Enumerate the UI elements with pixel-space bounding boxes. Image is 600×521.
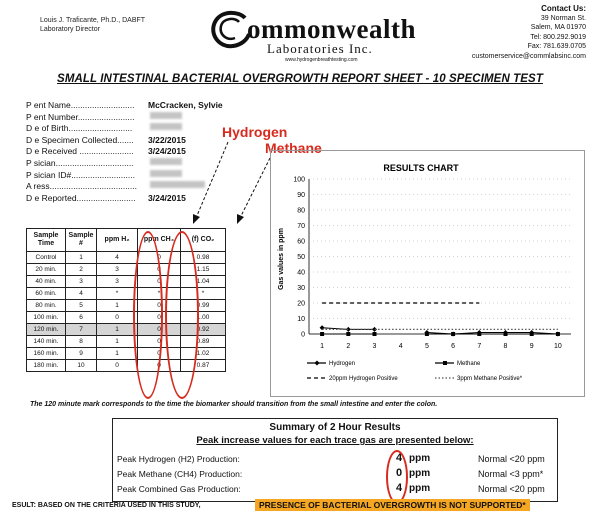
summary-value: 4 — [395, 452, 403, 464]
y-tick-label: 100 — [293, 176, 305, 184]
hydrogen-annotation: Hydrogen — [222, 124, 288, 140]
summary-row-methane — [117, 467, 553, 481]
methane-point — [373, 332, 377, 336]
y-tick-label: 20 — [297, 300, 305, 308]
summary-label: Peak Combined Gas Production: — [117, 484, 241, 494]
x-tick-label: 5 — [424, 343, 429, 350]
patient-value: 3/22/2015 — [148, 134, 186, 145]
table-cell: 0 — [138, 348, 181, 360]
summary-normal: Normal <20 ppm — [478, 454, 545, 464]
hydrogen-point — [346, 327, 351, 332]
y-tick-label: 0 — [301, 331, 305, 339]
table-cell: 0.87 — [181, 360, 226, 372]
contact-line: 39 Norman St. — [540, 14, 586, 22]
director-title: Laboratory Director — [40, 26, 100, 33]
table-cell: 1 — [97, 336, 138, 348]
table-cell: 100 min. — [27, 312, 66, 324]
table-cell: 0 — [138, 324, 181, 336]
table-cell: 0 — [138, 336, 181, 348]
patient-value: 3/24/2015 — [148, 146, 186, 157]
x-tick-label: 2 — [346, 343, 351, 350]
contact-title: Contact Us: — [541, 4, 586, 13]
hydrogen-column-highlight — [133, 231, 163, 399]
table-cell: 0 — [138, 264, 181, 276]
y-tick-label: 50 — [297, 254, 305, 261]
summary-subtitle: Peak increase values for each trace gas are presented below: — [196, 435, 474, 446]
methane-annotation: Methane — [265, 140, 322, 156]
summary-row-combined — [117, 482, 553, 496]
x-tick-label: 9 — [529, 343, 534, 350]
table-cell: 180 min. — [27, 360, 66, 372]
column-header: Sample # — [66, 229, 97, 252]
x-tick-label: 7 — [477, 343, 482, 350]
summary-normal: Normal <3 ppm* — [478, 469, 544, 479]
table-cell: 0 — [138, 300, 181, 312]
summary-label: Peak Hydrogen (H2) Production: — [117, 454, 240, 464]
summary-normal: Normal <20 ppm — [478, 484, 545, 494]
x-tick-label: 3 — [372, 343, 377, 350]
patient-value: McCracken, Sylvie — [148, 100, 223, 110]
contact-email: customerservice@commlabsinc.com — [471, 52, 586, 60]
chart-title: RESULTS CHART — [383, 163, 459, 173]
table-cell: 8 — [66, 336, 97, 348]
contact-line: Tel: 800.292.9019 — [530, 33, 586, 41]
x-tick-label: 6 — [451, 343, 456, 350]
y-tick-label: 70 — [297, 223, 305, 230]
summary-unit: ppm — [409, 453, 431, 464]
table-row — [27, 252, 226, 264]
table-cell: 1.02 — [181, 348, 226, 360]
x-tick-label: 4 — [398, 343, 403, 350]
patient-label: D e Received ....................... — [26, 146, 134, 157]
methane-point — [451, 332, 455, 336]
methane-point — [477, 332, 481, 336]
table-cell: 0 — [138, 252, 181, 264]
table-cell: 160 min. — [27, 348, 66, 360]
column-header: ppm CH₄ — [138, 229, 181, 252]
table-cell: 20 min. — [27, 264, 66, 276]
legend-marker — [443, 361, 447, 365]
report-title: SMALL INTESTINAL BACTERIAL OVERGROWTH REPORT SHEET - 10 SPECIMEN TEST — [57, 73, 543, 85]
table-cell: 80 min. — [27, 300, 66, 312]
x-tick-label: 10 — [554, 343, 562, 350]
legend-marker — [315, 361, 320, 366]
table-cell: 1 — [97, 324, 138, 336]
patient-value: 3/24/2015 — [148, 192, 186, 203]
table-cell: 4 — [97, 252, 138, 264]
methane-point — [504, 332, 508, 336]
hydrogen-point — [372, 327, 377, 332]
results-chart — [270, 150, 585, 397]
logo-website: www.hydrogenbreathtesting.com — [285, 57, 358, 63]
contact-line: Fax: 781.639.0705 — [527, 43, 586, 50]
methane-point — [346, 332, 350, 336]
patient-label: D e Reported......................... — [26, 192, 136, 203]
table-cell: 0 — [97, 312, 138, 324]
summary-values-highlight — [386, 450, 408, 504]
table-cell: * — [181, 288, 226, 300]
table-cell: 9 — [66, 348, 97, 360]
table-cell: 140 min. — [27, 336, 66, 348]
contact-line: Salem, MA 01970 — [530, 24, 586, 31]
methane-point — [320, 332, 324, 336]
y-tick-label: 90 — [297, 192, 305, 199]
table-cell: 0 — [138, 360, 181, 372]
methane-point — [556, 332, 560, 336]
x-tick-label: 1 — [320, 343, 325, 350]
table-cell: 1 — [66, 252, 97, 264]
table-cell: 6 — [66, 312, 97, 324]
methane-point — [425, 332, 429, 336]
table-cell: 0.89 — [181, 336, 226, 348]
table-cell: 0 — [138, 312, 181, 324]
summary-label: Peak Methane (CH4) Production: — [117, 469, 243, 479]
patient-label: P sician................................. — [26, 157, 134, 168]
column-header: (f) CO₂ — [181, 229, 226, 252]
methane-column-highlight — [165, 231, 199, 399]
y-tick-label: 40 — [297, 269, 305, 277]
summary-value: 0 — [395, 467, 403, 479]
y-axis-label: Gas values in ppm — [278, 228, 285, 290]
summary-title: Summary of 2 Hour Results — [269, 422, 401, 433]
table-cell: 1 — [97, 348, 138, 360]
summary-row-hydrogen — [117, 452, 553, 466]
x-tick-label: 8 — [503, 343, 508, 350]
y-tick-label: 80 — [297, 207, 305, 215]
table-cell: 0 — [97, 360, 138, 372]
table-cell: 7 — [66, 324, 97, 336]
table-cell: 40 min. — [27, 276, 66, 288]
table-cell: 1.04 — [181, 276, 226, 288]
table-cell: 0 — [138, 276, 181, 288]
table-cell: * — [138, 288, 181, 300]
patient-label: P ent Number........................ — [26, 111, 135, 122]
table-cell: 5 — [66, 300, 97, 312]
y-tick-label: 10 — [297, 316, 305, 323]
methane-point — [530, 332, 534, 336]
table-cell: 60 min. — [27, 288, 66, 300]
table-cell: 120 min. — [27, 324, 66, 336]
table-cell: 0.99 — [181, 300, 226, 312]
table-cell: * — [97, 288, 138, 300]
summary-value: 4 — [395, 482, 403, 494]
result-verdict: PRESENCE OF BACTERIAL OVERGROWTH IS NOT SUPPORTED* — [255, 499, 530, 511]
column-header: Sample Time — [27, 229, 66, 252]
table-cell: 0.92 — [181, 324, 226, 336]
result-label: ESULT: BASED ON THE CRITERIA USED IN THIS STUDY, — [12, 502, 201, 509]
summary-box — [112, 418, 558, 502]
chart-svg — [271, 151, 584, 396]
patient-label: D e Specimen Collected....... — [26, 134, 134, 145]
y-tick-label: 60 — [297, 238, 305, 246]
table-cell: 1.15 — [181, 264, 226, 276]
logo-subname: Laboratories Inc. — [267, 41, 373, 56]
patient-label: P ent Name........................... — [26, 100, 135, 110]
patient-label: P sician ID#........................... — [26, 169, 135, 180]
patient-label: A ress..................................... — [26, 181, 137, 192]
summary-unit: ppm — [409, 468, 431, 479]
y-tick-label: 30 — [297, 285, 305, 292]
table-cell: 0.98 — [181, 252, 226, 264]
table-cell: 3 — [97, 264, 138, 276]
summary-unit: ppm — [409, 483, 431, 494]
patient-label: D e of Birth........................... — [26, 123, 133, 134]
table-header-row — [27, 229, 226, 252]
table-cell: Control — [27, 252, 66, 264]
table-cell: 1.00 — [181, 312, 226, 324]
table-cell: 4 — [66, 288, 97, 300]
table-cell: 1 — [97, 300, 138, 312]
table-cell: 2 — [66, 264, 97, 276]
logo-name: ommonwealth — [247, 14, 416, 44]
legend-label: Methane — [457, 361, 481, 367]
legend-label: 3ppm Methane Positive* — [457, 376, 523, 382]
column-header: ppm H₂ — [97, 229, 138, 252]
table-cell: 3 — [97, 276, 138, 288]
legend-label: Hydrogen — [329, 361, 356, 367]
director-name: Louis J. Traficante, Ph.D., DABFT — [40, 17, 146, 24]
table-cell: 3 — [66, 276, 97, 288]
legend-label: 20ppm Hydrogen Positive — [329, 376, 398, 382]
biomarker-note: The 120 minute mark corresponds to the time the biomarker should transition from the small intestine and enter the colon. — [30, 401, 438, 408]
table-cell: 10 — [66, 360, 97, 372]
